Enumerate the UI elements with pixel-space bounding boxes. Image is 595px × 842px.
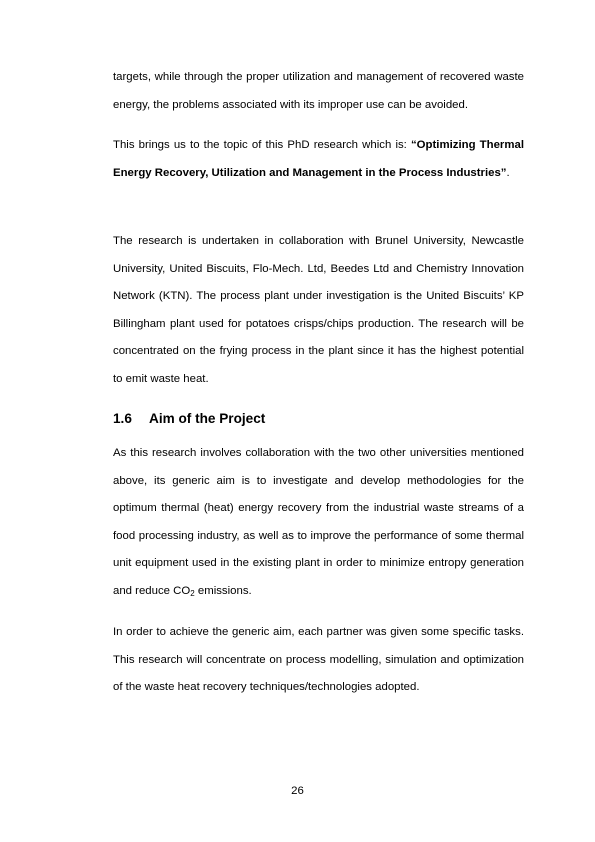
topic-end-text: . xyxy=(506,166,510,179)
co2-subscript: 2 xyxy=(190,588,195,598)
paragraph-research-topic xyxy=(113,132,524,187)
paragraph-intro-continuation: targets, while through the proper utilization and management of recovered waste energy, the problems associated with its improper use can be avoided. xyxy=(113,71,524,111)
aim-end-text: emissions. xyxy=(194,584,252,597)
paragraph-tasks: In order to achieve the generic aim, each partner was given some specific tasks. This research will concentrate on process modelling, simulation and optimization of the waste heat recovery techniques/technologies adopted. xyxy=(113,626,524,693)
aim-text: As this research involves collaboration with the two other universities mentioned above, its generic aim is to investigate and develop methodologies for the optimum thermal (heat) energy recovery from the industrial waste streams of a food processing industry, as well as to improve the performance of some thermal unit equipment used in the existing plant in order to minimize entropy generation and reduce CO xyxy=(113,447,524,597)
paragraph-aim xyxy=(113,440,524,605)
paragraph-collaboration: The research is undertaken in collaboration with Brunel University, Newcastle University, United Biscuits, Flo-Mech. Ltd, Beedes Ltd and Chemistry Innovation Network (KTN). The process plant under investigation is the United Biscuits’ KP Billingham plant used for potatoes crisps/chips production. The research will be concentrated on the frying process in the plant since it has the highest potential to emit waste heat. xyxy=(113,235,524,385)
section-title: Aim of the Project xyxy=(149,411,266,426)
topic-lead-text: This brings us to the topic of this PhD research which is: xyxy=(113,139,411,151)
section-number: 1.6 xyxy=(113,411,132,426)
page-number: 26 xyxy=(291,785,304,797)
research-title: “Optimizing Thermal Energy Recovery, Utilization and Management in the Process Industries” xyxy=(113,139,524,179)
section-heading xyxy=(113,408,524,430)
